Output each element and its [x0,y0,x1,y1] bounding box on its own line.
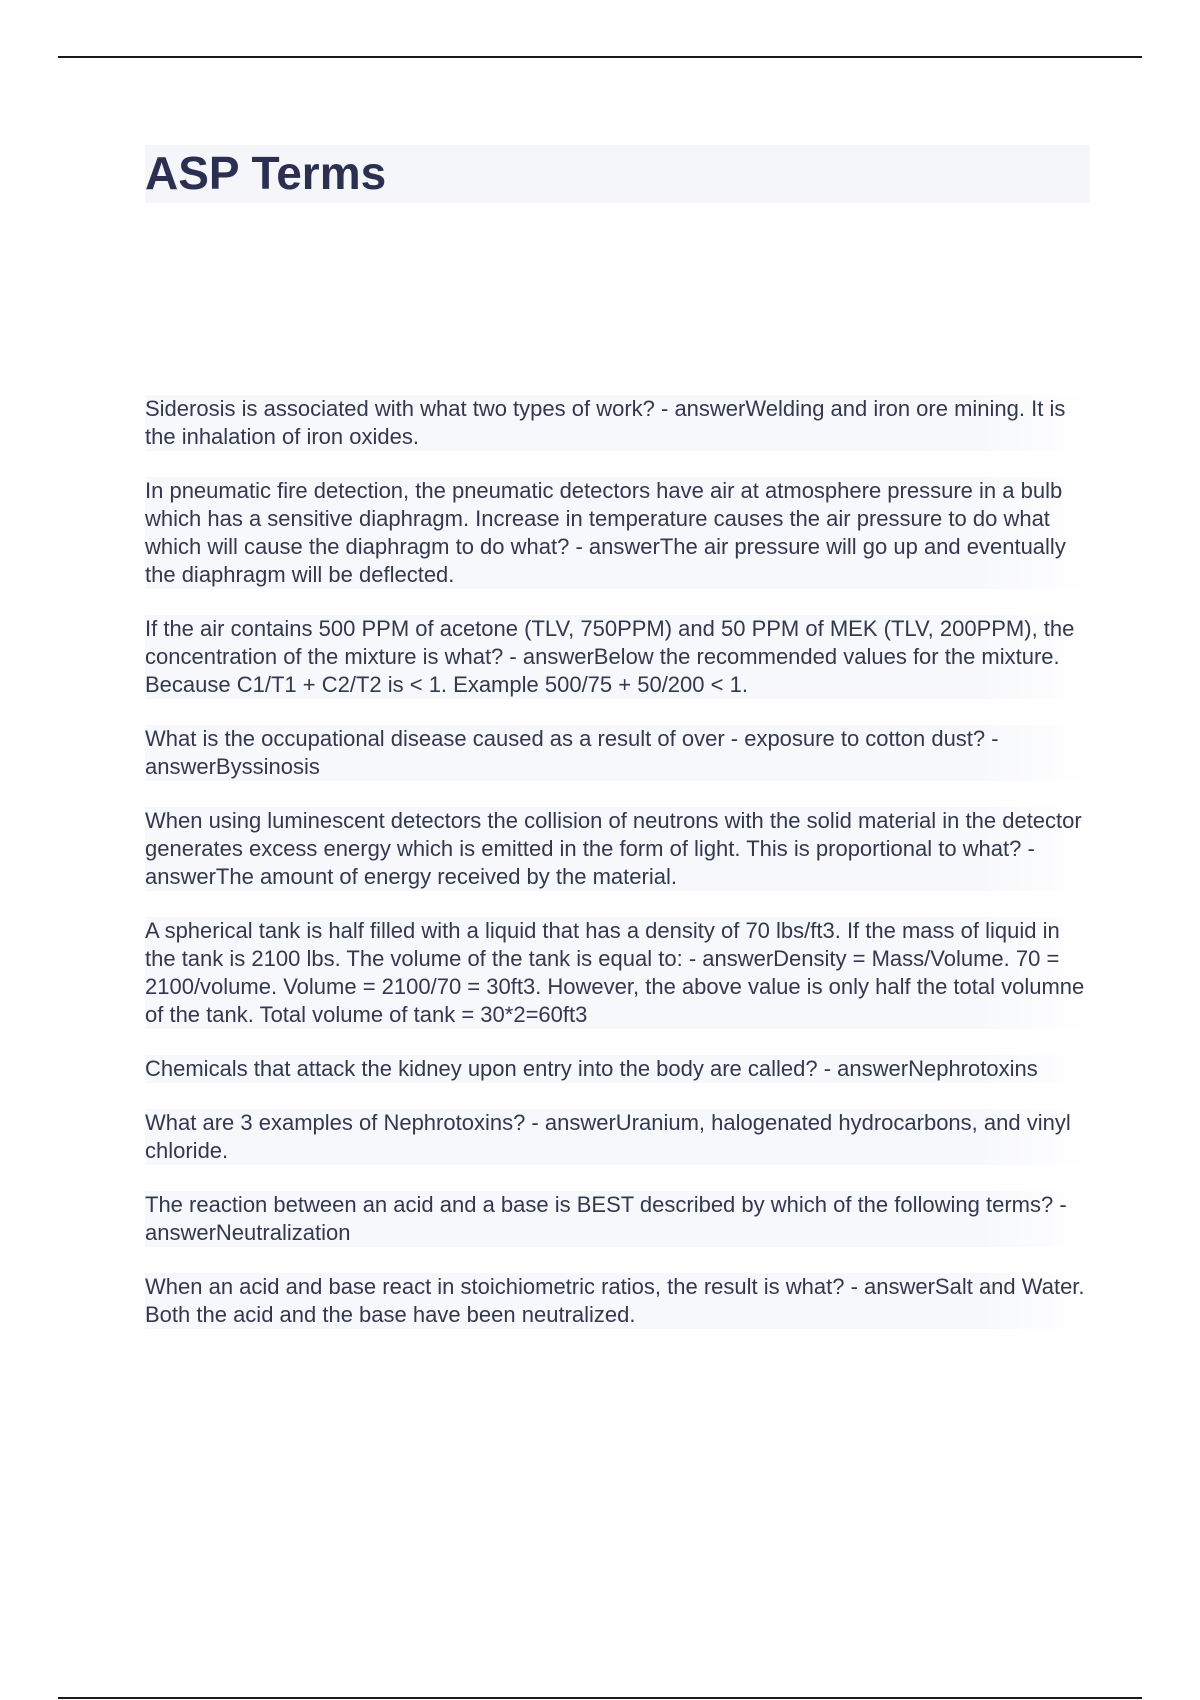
qa-list [145,395,1090,1355]
qa-item: What is the occupational disease caused as a result of over - exposure to cotton dust? - answerByssinosis [145,725,1090,781]
qa-item: A spherical tank is half filled with a liquid that has a density of 70 lbs/ft3. If the mass of liquid in the tank is 2100 lbs. The volume of the tank is equal to: - answerDensity = Mass/Volume. 70 = 2100/volume. Volume = 2100/70 = 30ft3. However, the above value is only half the total volumne of the tank. Total volume of tank = 30*2=60ft3 [145,917,1090,1029]
qa-item: If the air contains 500 PPM of acetone (TLV, 750PPM) and 50 PPM of MEK (TLV, 200PPM), the concentration of the mixture is what? - answerBelow the recommended values for the mixture. Because C1/T1 + C2/T2 is < 1. Example 500/75 + 50/200 < 1. [145,615,1090,699]
qa-item: When an acid and base react in stoichiometric ratios, the result is what? - answerSalt and Water. Both the acid and the base have been neutralized. [145,1273,1090,1329]
page-title: ASP Terms [145,147,387,199]
bottom-rule [58,1697,1142,1699]
qa-item: In pneumatic fire detection, the pneumatic detectors have air at atmosphere pressure in a bulb which has a sensitive diaphragm. Increase in temperature causes the air pressure to do what which will cause the diaphragm to do what? - answerThe air pressure will go up and eventually the diaphragm will be deflected. [145,477,1090,589]
qa-item: Chemicals that attack the kidney upon entry into the body are called? - answerNephrotoxins [145,1055,1090,1083]
qa-item: The reaction between an acid and a base is BEST described by which of the following terms? - answerNeutralization [145,1191,1090,1247]
qa-item: What are 3 examples of Nephrotoxins? - answerUranium, halogenated hydrocarbons, and vinyl chloride. [145,1109,1090,1165]
qa-item: When using luminescent detectors the collision of neutrons with the solid material in the detector generates excess energy which is emitted in the form of light. This is proportional to what? - answerThe amount of energy received by the material. [145,807,1090,891]
top-rule [58,56,1142,58]
qa-item: Siderosis is associated with what two types of work? - answerWelding and iron ore mining. It is the inhalation of iron oxides. [145,395,1090,451]
